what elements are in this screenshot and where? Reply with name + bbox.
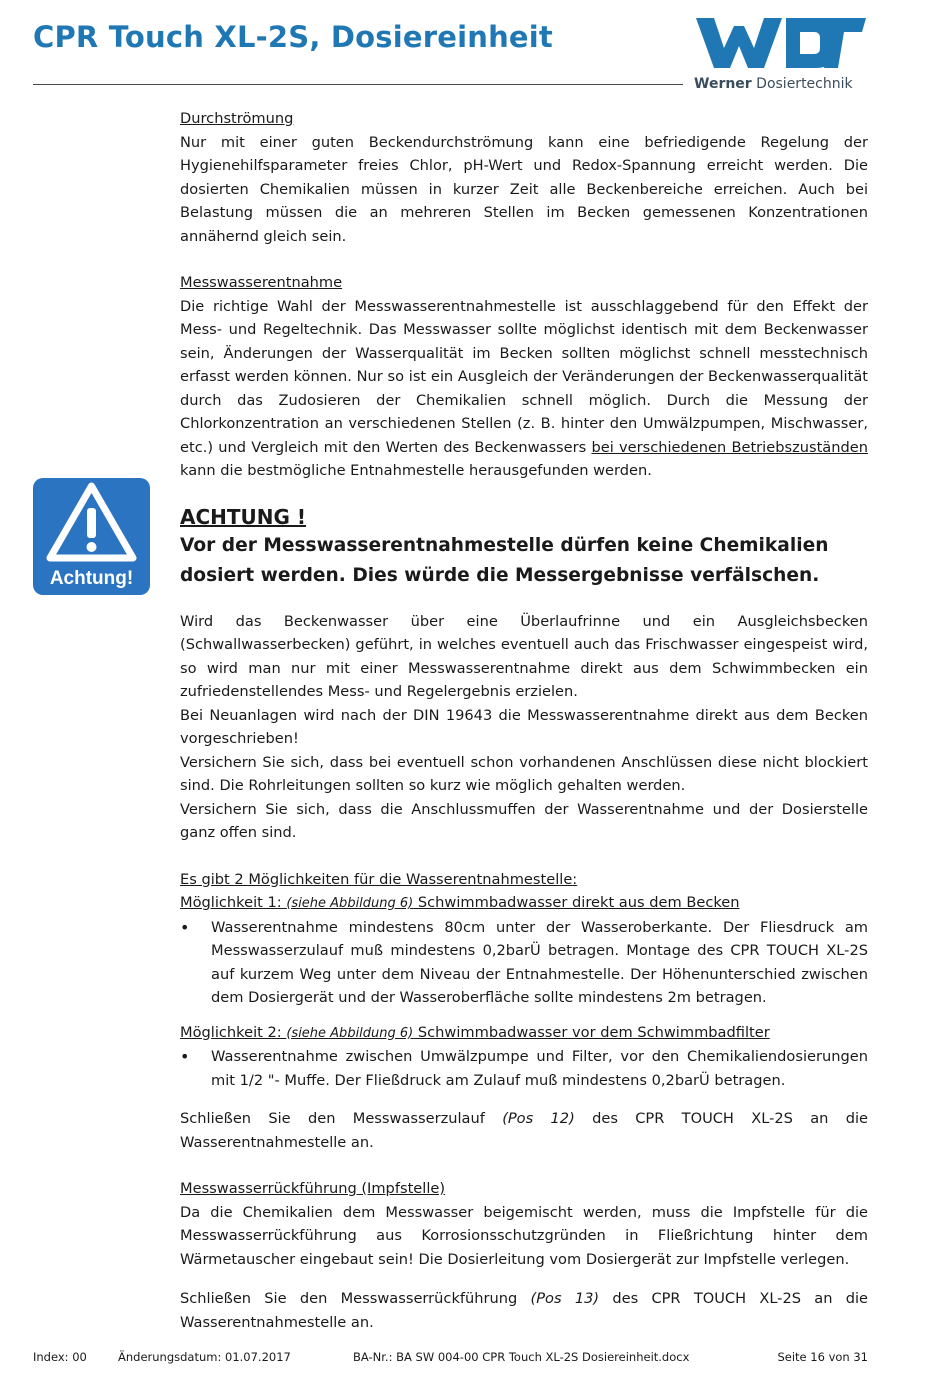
warning-icon-label: Achtung!	[49, 568, 134, 589]
warning-text: Vor der Messwasserentnahmestelle dürfen keine Chemikalien dosiert werden. Dies würde die Messergebnisse verfälschen.	[180, 534, 829, 586]
document-body	[180, 107, 868, 1334]
page-footer	[33, 1350, 868, 1368]
footer-date: Änderungsdatum: 01.07.2017	[118, 1350, 291, 1364]
list-item: • Wasserentnahme mindestens 80cm unter der Wasseroberkante. Der Fliesdruck am Messwasserzulauf muß mindestens 0,2barÜ betragen. Montage des CPR TOUCH XL-2S auf kurzem Weg unter dem Niveau der Entnahmestelle. Der Höhenunterschied zwischen dem Dosiergerät und der Wasseroberfläche sollte mindestens 2m betragen.	[180, 916, 868, 1010]
footer-index: Index: 00	[33, 1350, 87, 1364]
options-heading: Es gibt 2 Möglichkeiten für die Wasserentnahmestelle:	[180, 870, 578, 888]
underlined-phrase: bei verschiedenen Betriebszuständen	[591, 438, 868, 456]
list-item: • Wasserentnahme zwischen Umwälzpumpe und Filter, vor den Chemikaliendosierungen mit 1/2 "- Muffe. Der Fließdruck am Zulauf muß mindestens 0,2barÜ betragen.	[180, 1045, 868, 1092]
company-name: Werner Dosiertechnik	[694, 76, 853, 92]
option2-heading: Möglichkeit 2: (siehe Abbildung 6) Schwimmbadwasser vor dem Schwimmbadfilter	[180, 1023, 770, 1041]
footer-page-number: Seite 16 von 31	[777, 1350, 868, 1364]
option1-heading: Möglichkeit 1: (siehe Abbildung 6) Schwimmbadwasser direkt aus dem Becken	[180, 894, 740, 911]
paragraph-connect-rueckfuehrung: Schließen Sie den Messwasserrückführung (Pos 13) des CPR TOUCH XL-2S an die Wasserentnahmestelle an.	[180, 1290, 868, 1331]
paragraph-rueckfuehrung: Da die Chemikalien dem Messwasser beigemischt werden, muss die Impfstelle für die Messwasserrückführung aus Korrosionsschutzgründen in Fließrichtung hinter dem Wärmetauscher eingebaut sein! Die Dosierleitung vom Dosiergerät zur Impfstelle verlegen.	[180, 1203, 868, 1268]
option1-list	[180, 916, 868, 1010]
paragraph-durchstroemung: Nur mit einer guten Beckendurchströmung kann eine befriedigende Regelung der Hygienehilfsparameter freies Chlor, pH-Wert und Redox-Spannung erreicht werden. Die dosierten Chemikalien müssen in kurzer Zeit alle Beckenbereiche erreichen. Auch bei Belastung müssen die an mehreren Stellen im Becken gemessenen Konzentrationen annähernd gleich sein.	[180, 133, 868, 245]
section-heading-durchstroemung: Durchströmung	[180, 110, 294, 127]
paragraph-anschluesse: Versichern Sie sich, dass bei eventuell schon vorhandenen Anschlüssen diese nicht blockiert sind. Die Rohrleitungen sollten so kurz wie möglich gehalten werden.	[180, 753, 868, 794]
section-heading-messwasserentnahme: Messwasserentnahme	[180, 274, 343, 291]
paragraph-schwallwasser: Wird das Beckenwasser über eine Überlaufrinne und ein Ausgleichsbecken (Schwallwasserbecken) geführt, in welches eventuell auch das Frischwasser eingespeist wird, so wird man nur mit einer Messwasserentnahme direkt aus dem Schwimmbecken ein zufriedenstellendes Mess- und Regelergebnis erzielen.	[180, 612, 868, 700]
paragraph-connect-zulauf: Schließen Sie den Messwasserzulauf (Pos 12) des CPR TOUCH XL-2S an die Wasserentnahmestelle an.	[180, 1110, 868, 1151]
paragraph-muffen: Versichern Sie sich, dass die Anschlussmuffen der Wasserentnahme und der Dosierstelle ganz offen sind.	[180, 800, 868, 841]
footer-document-number: BA-Nr.: BA SW 004-00 CPR Touch XL-2S Dosiereinheit.docx	[353, 1350, 690, 1364]
section-heading-rueckfuehrung: Messwasserrückführung (Impfstelle)	[180, 1180, 446, 1197]
wdt-logo-mark	[694, 14, 866, 72]
page-title: CPR Touch XL-2S, Dosiereinheit	[33, 20, 553, 54]
warning-title: ACHTUNG !	[180, 504, 307, 529]
option2-list	[180, 1045, 868, 1092]
warning-triangle-icon	[33, 478, 150, 595]
paragraph-din: Bei Neuanlagen wird nach der DIN 19643 die Messwasserentnahme direkt aus dem Becken vorgeschrieben!	[180, 706, 868, 747]
paragraph-messwasserentnahme: Die richtige Wahl der Messwasserentnahmestelle ist ausschlaggebend für den Effekt der Mess- und Regeltechnik. Das Messwasser sollte möglichst identisch mit dem Beckenwasser sein, Änderungen der Wasserqualität im Becken sollten möglichst schnell messtechnisch erfasst werden können. Nur so ist ein Ausgleich der Veränderungen der Beckenwasserqualität durch das Zudosieren der Chemikalien schnell möglich. Durch die Messung der Chlorkonzentration an verschiedenen Stellen (z. B. hinter den Umwälzpumpen, Mischwasser, etc.) und Vergleich mit den Werten des Beckenwassers bei verschiedenen Betriebszuständen kann die bestmögliche Entnahmestelle herausgefunden werden.	[180, 297, 868, 479]
company-logo	[694, 14, 866, 94]
header-divider	[33, 84, 683, 85]
